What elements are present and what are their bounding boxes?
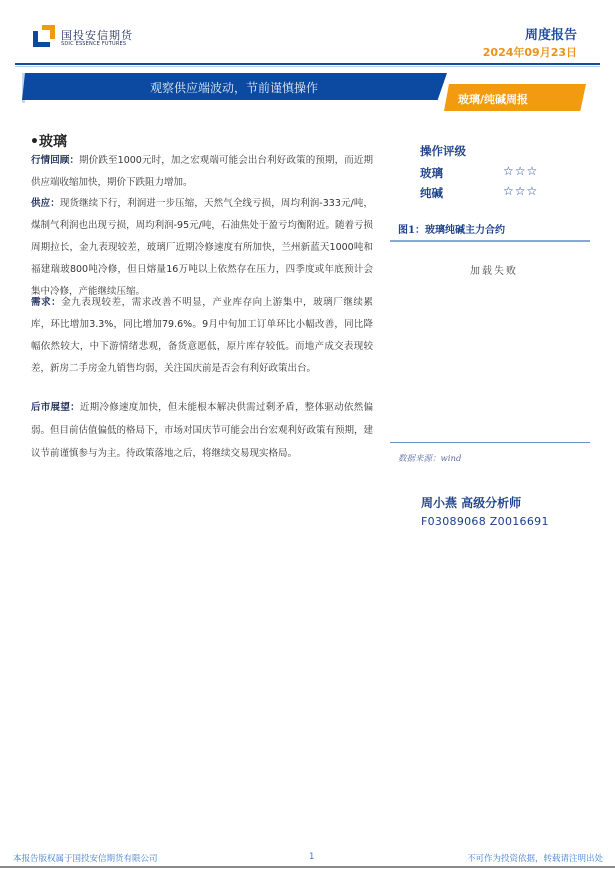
paragraph-text: 近期冷修速度加快，但未能根本解决供需过剩矛盾，整体驱动依然偏弱。但目前估值偏低的格局下，市场对国庆节可能会出台宏观利好政策有预期，建议节前谨慎参与为主。待政策落地之后，将继续交易现实格局。	[31, 402, 374, 459]
rating-name-soda-ash: 纯碱	[420, 186, 443, 200]
figure-load-failed-text: 加载失败	[470, 266, 518, 277]
paragraph-label: 供应：	[31, 198, 60, 209]
paragraph-text: 期价跌至1000元时，加之宏观端可能会出台利好政策的预期，而近期供应端收缩加快，期价下跌阻力增加。	[31, 155, 373, 188]
section-title-glass: •玻璃	[30, 134, 67, 150]
logo-name-en: SDIC ESSENCE FUTURES	[61, 41, 127, 47]
header-divider-light	[15, 66, 600, 67]
analyst-license-ids: F03089068 Z0016691	[421, 515, 549, 528]
paragraph-label: 需求：	[31, 297, 62, 308]
figure-source: 数据来源：wind	[398, 454, 462, 464]
paragraph-demand	[31, 292, 373, 380]
paragraph-text: 现货继续下行，利润进一步压缩，天然气全线亏损，周均利润-333元/吨，煤制气利润也出现亏损，周均利润-95元/吨，石油焦处于盈亏均衡附近。随着亏损周期拉长，金九表现较差，玻璃厂近期冷修速度有所加快，兰州新蓝天1000吨和福建瑞玻800吨冷修，但日熔量16万吨以上依然存在压力，四季度或年底预计会集中冷修，产能继续压缩。	[31, 198, 373, 297]
paragraph-supply	[31, 193, 373, 303]
star-rating-icon: ☆☆☆	[503, 184, 539, 198]
figure-title: 图1：玻璃纯碱主力合约	[398, 225, 505, 236]
header-divider	[15, 63, 600, 65]
figure-bottom-rule	[390, 442, 590, 443]
page-number: 1	[309, 852, 315, 862]
report-headline: 观察供应端波动，节前谨慎操作	[150, 81, 319, 95]
paragraph-market-review	[31, 150, 373, 194]
paragraph-label: 后市展望：	[31, 402, 80, 413]
logo-mark-icon	[33, 25, 55, 47]
footer-disclaimer: 不可作为投资依据，转载请注明出处	[466, 854, 603, 864]
rating-name-glass: 玻璃	[420, 166, 443, 180]
paragraph-text: 金九表现较差，需求改善不明显，产业库存向上游集中，玻璃厂继续累库，环比增加3.3%，同比增加79.6%。9月中旬加工订单环比小幅改善，同比降幅依然较大，中下游情绪悲观，备货意愿低，原片库存较低。而地产成交表现较差，新房二手房金九销售均弱，关注国庆前是否会有利好政策出台。	[31, 297, 373, 374]
rating-title: 操作评级	[420, 144, 466, 158]
report-type: 周度报告	[524, 28, 577, 43]
analyst-name: 周小燕 高级分析师	[421, 496, 522, 510]
footer-copyright: 本报告版权属于国投安信期货有限公司	[13, 854, 158, 864]
star-rating-icon: ☆☆☆	[503, 164, 539, 178]
report-category: 玻璃/纯碱周报	[458, 93, 529, 106]
logo-name-cn: 国投安信期货	[61, 29, 133, 42]
report-date: 2024年09月23日	[482, 46, 577, 59]
footer-divider	[0, 866, 615, 868]
company-logo	[33, 25, 153, 49]
paragraph-outlook	[31, 396, 373, 465]
paragraph-label: 行情回顾：	[31, 155, 80, 166]
